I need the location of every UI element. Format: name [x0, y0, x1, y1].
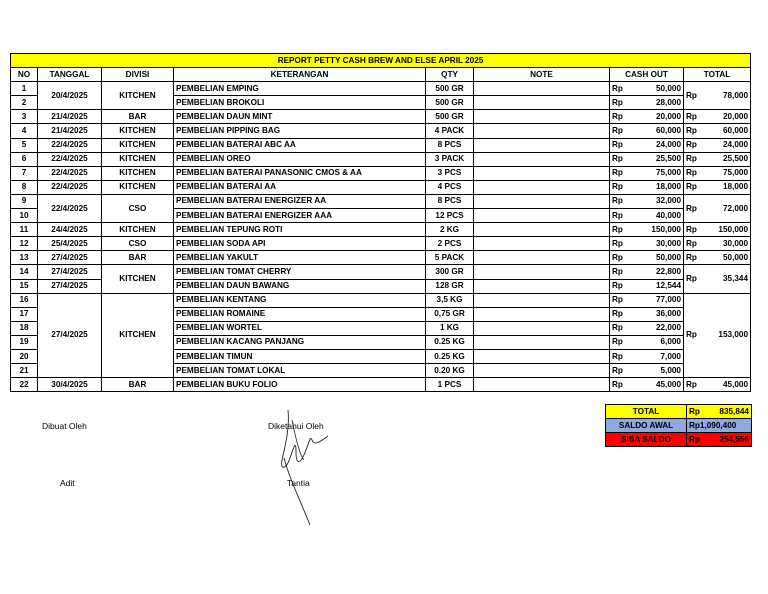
row-divisi: KITCHEN	[102, 265, 174, 293]
row-keterangan: PEMBELIAN BATERAI AA	[174, 180, 426, 194]
row-cash-out-value: 30,000	[655, 238, 681, 248]
summary-table	[605, 404, 752, 447]
row-total-currency: Rp	[686, 238, 697, 248]
row-cash-out-currency: Rp	[612, 126, 623, 136]
row-total-value: 153,000	[718, 330, 749, 340]
row-cash-out-value: 5,000	[660, 365, 681, 375]
summary-total-value-cell	[687, 405, 752, 419]
row-cash-out	[610, 166, 684, 180]
row-note	[474, 293, 610, 307]
row-cash-out-currency: Rp	[612, 210, 623, 220]
row-cash-out-value: 60,000	[655, 126, 681, 136]
summary-sisa-saldo-row	[606, 433, 752, 447]
row-cash-out-currency: Rp	[612, 238, 623, 248]
row-cash-out	[610, 209, 684, 223]
row-cash-out	[610, 124, 684, 138]
row-cash-out-value: 77,000	[655, 295, 681, 305]
row-no: 5	[11, 138, 38, 152]
row-cash-out	[610, 265, 684, 279]
row-cash-out	[610, 364, 684, 378]
row-note	[474, 237, 610, 251]
row-note	[474, 82, 610, 96]
row-keterangan: PEMBELIAN KACANG PANJANG	[174, 335, 426, 349]
row-total-currency: Rp	[686, 203, 697, 213]
table-row	[11, 152, 751, 166]
row-no: 1	[11, 82, 38, 96]
row-no: 13	[11, 251, 38, 265]
row-cash-out	[610, 180, 684, 194]
summary-saldo-awal-row	[606, 419, 752, 433]
row-tanggal: 22/4/2025	[38, 138, 102, 152]
row-note	[474, 307, 610, 321]
row-no: 21	[11, 364, 38, 378]
row-total	[684, 180, 751, 194]
summary-sisa-saldo-currency: Rp	[689, 434, 700, 444]
row-note	[474, 335, 610, 349]
row-tanggal: 27/4/2025	[38, 251, 102, 265]
row-note	[474, 166, 610, 180]
row-cash-out	[610, 194, 684, 208]
row-no: 14	[11, 265, 38, 279]
row-total	[684, 124, 751, 138]
row-tanggal: 27/4/2025	[38, 279, 102, 293]
summary-sisa-saldo-label: SISA SALDO	[606, 433, 687, 447]
row-cash-out	[610, 110, 684, 124]
row-total-currency: Rp	[686, 140, 697, 150]
row-cash-out-currency: Rp	[612, 154, 623, 164]
row-cash-out-value: 75,000	[655, 168, 681, 178]
row-tanggal: 22/4/2025	[38, 180, 102, 194]
row-qty: 500 GR	[426, 110, 474, 124]
col-header-no: NO	[11, 68, 38, 82]
row-qty: 1 PCS	[426, 378, 474, 392]
row-tanggal: 21/4/2025	[38, 124, 102, 138]
row-cash-out-value: 36,000	[655, 309, 681, 319]
summary-sisa-saldo-value: 254,556	[719, 434, 749, 444]
row-cash-out-value: 22,800	[655, 266, 681, 276]
row-cash-out-value: 12,544	[655, 281, 681, 291]
row-qty: 2 PCS	[426, 237, 474, 251]
row-keterangan: PEMBELIAN PIPPING BAG	[174, 124, 426, 138]
row-note	[474, 124, 610, 138]
table-row	[11, 251, 751, 265]
row-no: 3	[11, 110, 38, 124]
row-keterangan: PEMBELIAN BUKU FOLIO	[174, 378, 426, 392]
row-qty: 0,75 GR	[426, 307, 474, 321]
row-cash-out-value: 25,500	[655, 154, 681, 164]
row-note	[474, 349, 610, 363]
row-cash-out	[610, 96, 684, 110]
row-qty: 3 PCS	[426, 166, 474, 180]
col-header-qty: QTY	[426, 68, 474, 82]
row-cash-out-currency: Rp	[612, 323, 623, 333]
row-qty: 0.25 KG	[426, 335, 474, 349]
row-cash-out-value: 7,000	[660, 351, 681, 361]
row-cash-out-currency: Rp	[612, 266, 623, 276]
row-note	[474, 110, 610, 124]
row-total-value: 35,344	[722, 274, 749, 283]
row-keterangan: PEMBELIAN BATERAI ABC AA	[174, 138, 426, 152]
row-note	[474, 96, 610, 110]
row-cash-out-value: 40,000	[655, 210, 681, 220]
row-keterangan: PEMBELIAN BATERAI ENERGIZER AAA	[174, 209, 426, 223]
row-keterangan: PEMBELIAN SODA API	[174, 237, 426, 251]
row-qty: 4 PACK	[426, 124, 474, 138]
row-no: 22	[11, 378, 38, 392]
row-no: 2	[11, 96, 38, 110]
row-no: 4	[11, 124, 38, 138]
row-tanggal: 24/4/2025	[38, 223, 102, 237]
table-row	[11, 293, 751, 307]
row-keterangan: PEMBELIAN TEPUNG ROTI	[174, 223, 426, 237]
row-keterangan: PEMBELIAN YAKULT	[174, 251, 426, 265]
row-keterangan: PEMBELIAN DAUN BAWANG	[174, 279, 426, 293]
row-total-currency: Rp	[686, 154, 697, 164]
row-divisi: KITCHEN	[102, 138, 174, 152]
row-no: 11	[11, 223, 38, 237]
row-keterangan: PEMBELIAN ROMAINE	[174, 307, 426, 321]
row-cash-out-value: 18,000	[655, 182, 681, 192]
row-keterangan: PEMBELIAN DAUN MINT	[174, 110, 426, 124]
row-note	[474, 180, 610, 194]
row-cash-out-value: 24,000	[655, 140, 681, 150]
summary-total-label: TOTAL	[606, 405, 687, 419]
row-cash-out	[610, 82, 684, 96]
row-divisi: KITCHEN	[102, 223, 174, 237]
col-header-cash-out: CASH OUT	[610, 68, 684, 82]
row-keterangan: PEMBELIAN BROKOLI	[174, 96, 426, 110]
table-row	[11, 265, 751, 279]
table-row	[11, 138, 751, 152]
row-qty: 300 GR	[426, 265, 474, 279]
row-note	[474, 279, 610, 293]
row-qty: 500 GR	[426, 96, 474, 110]
row-total	[684, 194, 751, 222]
row-note	[474, 152, 610, 166]
table-row	[11, 223, 751, 237]
row-note	[474, 364, 610, 378]
row-total	[684, 293, 751, 378]
row-note	[474, 251, 610, 265]
row-cash-out-currency: Rp	[612, 111, 623, 121]
row-total	[684, 237, 751, 251]
row-cash-out-currency: Rp	[612, 182, 623, 192]
row-total	[684, 265, 751, 293]
summary-sisa-saldo-value-cell	[687, 433, 752, 447]
row-note	[474, 223, 610, 237]
row-cash-out-value: 32,000	[655, 196, 681, 206]
row-qty: 3,5 KG	[426, 293, 474, 307]
row-total-currency: Rp	[686, 330, 697, 340]
row-divisi: CSO	[102, 237, 174, 251]
row-cash-out-currency: Rp	[612, 252, 623, 262]
row-cash-out	[610, 307, 684, 321]
row-qty: 128 GR	[426, 279, 474, 293]
row-cash-out	[610, 349, 684, 363]
row-keterangan: PEMBELIAN BATERAI ENERGIZER AA	[174, 194, 426, 208]
row-cash-out-value: 50,000	[655, 83, 681, 93]
row-cash-out	[610, 223, 684, 237]
row-cash-out	[610, 279, 684, 293]
table-row	[11, 378, 751, 392]
row-no: 17	[11, 307, 38, 321]
row-qty: 0.25 KG	[426, 349, 474, 363]
row-divisi: KITCHEN	[102, 152, 174, 166]
known-by-name: Tantia	[287, 478, 310, 488]
row-no: 15	[11, 279, 38, 293]
row-cash-out	[610, 378, 684, 392]
row-total	[684, 378, 751, 392]
row-cash-out-currency: Rp	[612, 281, 623, 291]
row-qty: 1 KG	[426, 321, 474, 335]
row-cash-out-value: 28,000	[655, 97, 681, 107]
row-no: 7	[11, 166, 38, 180]
row-note	[474, 138, 610, 152]
row-total-currency: Rp	[686, 182, 697, 192]
row-tanggal: 30/4/2025	[38, 378, 102, 392]
row-divisi: BAR	[102, 110, 174, 124]
row-cash-out	[610, 251, 684, 265]
handwritten-signature	[270, 400, 340, 530]
row-total-value: 45,000	[722, 379, 749, 389]
row-total	[684, 223, 751, 237]
row-qty: 12 PCS	[426, 209, 474, 223]
made-by-name: Adit	[60, 478, 75, 488]
row-cash-out	[610, 237, 684, 251]
col-header-divisi: DIVISI	[102, 68, 174, 82]
table-row	[11, 82, 751, 96]
row-cash-out-currency: Rp	[612, 140, 623, 150]
row-divisi: KITCHEN	[102, 82, 174, 110]
row-divisi: BAR	[102, 251, 174, 265]
row-keterangan: PEMBELIAN OREO	[174, 152, 426, 166]
row-no: 10	[11, 209, 38, 223]
row-total	[684, 251, 751, 265]
row-total-currency: Rp	[686, 274, 697, 283]
row-total-currency: Rp	[686, 90, 697, 100]
row-qty: 3 PACK	[426, 152, 474, 166]
row-total-value: 78,000	[722, 90, 749, 100]
row-cash-out-currency: Rp	[612, 196, 623, 206]
row-cash-out-currency: Rp	[612, 309, 623, 319]
row-keterangan: PEMBELIAN BATERAI PANASONIC CMOS & AA	[174, 166, 426, 180]
report-title: REPORT PETTY CASH BREW AND ELSE APRIL 2025	[11, 54, 751, 68]
made-by-label: Dibuat Oleh	[42, 421, 87, 431]
table-row	[11, 124, 751, 138]
row-total-value: 72,000	[722, 203, 749, 213]
row-no: 18	[11, 321, 38, 335]
row-total-value: 30,000	[722, 238, 749, 248]
row-cash-out-currency: Rp	[612, 379, 623, 389]
summary-saldo-awal-label: SALDO AWAL	[606, 419, 687, 433]
row-total-currency: Rp	[686, 111, 697, 121]
row-total-currency: Rp	[686, 224, 697, 234]
row-cash-out-value: 20,000	[655, 111, 681, 121]
row-total-value: 75,000	[722, 168, 749, 178]
table-row	[11, 194, 751, 208]
row-total-currency: Rp	[686, 379, 697, 389]
row-cash-out-currency: Rp	[612, 83, 623, 93]
row-cash-out-currency: Rp	[612, 365, 623, 375]
row-qty: 500 GR	[426, 82, 474, 96]
table-body	[11, 82, 751, 392]
row-note	[474, 209, 610, 223]
row-tanggal: 22/4/2025	[38, 194, 102, 222]
known-by-label: Diketahui Oleh	[268, 421, 324, 431]
table-row	[11, 237, 751, 251]
row-note	[474, 321, 610, 335]
row-note	[474, 265, 610, 279]
row-cash-out	[610, 293, 684, 307]
row-total-value: 20,000	[722, 111, 749, 121]
row-total-value: 50,000	[722, 252, 749, 262]
row-qty: 4 PCS	[426, 180, 474, 194]
row-cash-out	[610, 321, 684, 335]
col-header-keterangan: KETERANGAN	[174, 68, 426, 82]
row-tanggal: 25/4/2025	[38, 237, 102, 251]
row-no: 6	[11, 152, 38, 166]
row-tanggal: 20/4/2025	[38, 82, 102, 110]
row-total	[684, 138, 751, 152]
row-total-value: 60,000	[722, 126, 749, 136]
row-cash-out-currency: Rp	[612, 97, 623, 107]
row-no: 16	[11, 293, 38, 307]
row-cash-out-value: 50,000	[655, 252, 681, 262]
row-total-value: 150,000	[718, 224, 749, 234]
summary-total-value: 835,844	[719, 406, 749, 416]
row-tanggal: 22/4/2025	[38, 152, 102, 166]
col-header-total: TOTAL	[684, 68, 751, 82]
row-keterangan: PEMBELIAN EMPING	[174, 82, 426, 96]
row-no: 20	[11, 349, 38, 363]
row-divisi: KITCHEN	[102, 124, 174, 138]
row-total-currency: Rp	[686, 168, 697, 178]
row-note	[474, 378, 610, 392]
row-divisi: KITCHEN	[102, 166, 174, 180]
row-cash-out-currency: Rp	[612, 337, 623, 347]
row-cash-out	[610, 138, 684, 152]
row-divisi: KITCHEN	[102, 293, 174, 378]
row-no: 19	[11, 335, 38, 349]
row-qty: 8 PCS	[426, 194, 474, 208]
row-total-value: 18,000	[722, 182, 749, 192]
row-keterangan: PEMBELIAN TOMAT CHERRY	[174, 265, 426, 279]
row-no: 8	[11, 180, 38, 194]
row-keterangan: PEMBELIAN TOMAT LOKAL	[174, 364, 426, 378]
table-row	[11, 166, 751, 180]
row-tanggal: 22/4/2025	[38, 166, 102, 180]
row-cash-out	[610, 335, 684, 349]
row-cash-out-currency: Rp	[612, 295, 623, 305]
row-no: 9	[11, 194, 38, 208]
row-cash-out-value: 150,000	[651, 224, 681, 234]
row-tanggal: 27/4/2025	[38, 293, 102, 378]
row-cash-out-currency: Rp	[612, 168, 623, 178]
row-keterangan: PEMBELIAN WORTEL	[174, 321, 426, 335]
row-divisi: BAR	[102, 378, 174, 392]
row-total	[684, 110, 751, 124]
summary-total-currency: Rp	[689, 406, 700, 416]
row-total	[684, 152, 751, 166]
row-total-currency: Rp	[686, 126, 697, 136]
table-row	[11, 110, 751, 124]
row-total	[684, 82, 751, 110]
row-keterangan: PEMBELIAN TIMUN	[174, 349, 426, 363]
row-qty: 5 PACK	[426, 251, 474, 265]
row-qty: 8 PCS	[426, 138, 474, 152]
row-total	[684, 166, 751, 180]
row-divisi: KITCHEN	[102, 180, 174, 194]
row-qty: 0.20 KG	[426, 364, 474, 378]
header-row	[11, 68, 751, 82]
petty-cash-table	[10, 53, 751, 392]
row-qty: 2 KG	[426, 223, 474, 237]
row-cash-out-value: 45,000	[655, 379, 681, 389]
row-cash-out-value: 22,000	[655, 323, 681, 333]
row-keterangan: PEMBELIAN KENTANG	[174, 293, 426, 307]
row-total-value: 25,500	[722, 154, 749, 164]
summary-saldo-awal-value: Rp1,090,400	[687, 419, 752, 433]
row-tanggal: 27/4/2025	[38, 265, 102, 279]
row-cash-out-currency: Rp	[612, 351, 623, 361]
row-divisi: CSO	[102, 194, 174, 222]
row-note	[474, 194, 610, 208]
row-total-currency: Rp	[686, 252, 697, 262]
col-header-note: NOTE	[474, 68, 610, 82]
summary-total-row	[606, 405, 752, 419]
row-tanggal: 21/4/2025	[38, 110, 102, 124]
row-total-value: 24,000	[722, 140, 749, 150]
row-cash-out-currency: Rp	[612, 224, 623, 234]
table-row	[11, 180, 751, 194]
row-cash-out-value: 6,000	[660, 337, 681, 347]
col-header-tanggal: TANGGAL	[38, 68, 102, 82]
row-cash-out	[610, 152, 684, 166]
row-no: 12	[11, 237, 38, 251]
